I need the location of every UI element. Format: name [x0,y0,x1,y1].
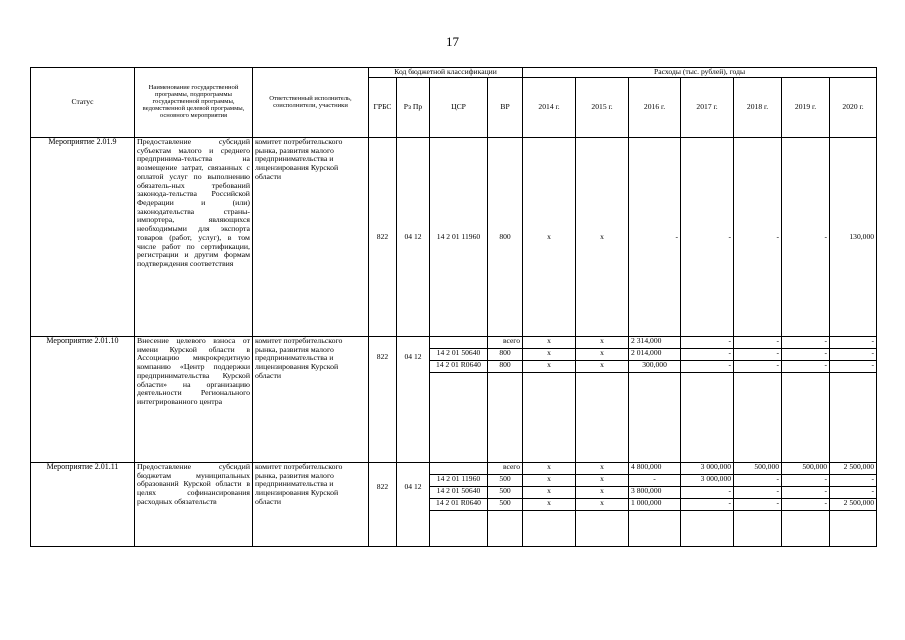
row-value: - [830,487,876,499]
vr-list [488,337,522,373]
table-row [31,337,877,463]
row-value: - [734,337,781,349]
row-value: - [681,138,734,337]
row-name: Предоставление субсидий бюджетам муниципальных образований Курской области в целях софинансирования расходных обязательств [135,463,253,547]
value-list [629,463,680,511]
row-vr: 800 [488,349,522,361]
csr-list [430,337,487,373]
row-value: - [681,349,733,361]
row-value: 2 500,000 [830,499,876,511]
value-list [576,463,628,511]
row-vr: всего [488,337,522,349]
value-list [830,337,876,373]
value-list [782,337,829,373]
row-value: 500,000 [782,463,829,475]
header-year: 2017 г. [681,78,734,138]
csr-list [430,463,487,511]
row-value: x [523,463,575,475]
value-list [681,337,733,373]
header-vr: ВР [488,78,523,138]
header-budget-code: Код бюджетной классификации [369,68,523,78]
row-value: 3 000,000 [681,475,733,487]
row-value: x [576,499,628,511]
row-value: x [576,475,628,487]
row-value: - [782,349,829,361]
row-vr: 500 [488,499,522,511]
header-responsible: Ответственный исполнитель, соисполнители, участники [253,68,369,138]
row-value: x [576,463,628,475]
row-value: - [830,475,876,487]
row-value: - [782,337,829,349]
row-value: - [830,349,876,361]
row-csr [430,337,487,349]
row-status: Мероприятие 2.01.11 [31,463,135,547]
row-responsible: комитет потребительского рынка, развития малого предпринимательства и лицензирования Курской области [253,138,369,337]
row-grbs: 822 [369,463,397,547]
value-list [681,463,733,511]
row-value: - [629,475,680,487]
row-value: - [782,138,830,337]
row-value: 130,000 [830,138,877,337]
row-value: 1 000,000 [629,499,680,511]
row-value: - [681,337,733,349]
row-value: - [734,361,781,373]
row-value: x [523,487,575,499]
row-grbs: 822 [369,337,397,463]
row-value: x [576,361,628,373]
row-value: x [523,138,576,337]
header-status: Статус [31,68,135,138]
row-csr: 14 2 01 50640 [430,487,487,499]
row-value: 2 014,000 [629,349,680,361]
row-vr: всего [488,463,522,475]
row-vr: 800 [488,361,522,373]
row-value: x [523,475,575,487]
row-value: 2 500,000 [830,463,876,475]
row-responsible: комитет потребительского рынка, развития малого предпринимательства и лицензирования Курской области [253,463,369,547]
row-value: 2 314,000 [629,337,680,349]
row-value: - [830,361,876,373]
row-value: x [523,499,575,511]
table-row [31,463,877,547]
row-csr: 14 2 01 50640 [430,349,487,361]
budget-table [30,67,877,547]
row-value: - [734,499,781,511]
header-expenses: Расходы (тыс. рублей), годы [523,68,877,78]
value-list [734,337,781,373]
header-year: 2019 г. [782,78,830,138]
value-list [523,337,575,373]
row-status: Мероприятие 2.01.9 [31,138,135,337]
row-value: - [782,487,829,499]
row-rzpr: 04 12 [397,337,430,463]
row-rzpr: 04 12 [397,138,430,337]
row-value: 3 800,000 [629,487,680,499]
row-rzpr: 04 12 [397,463,430,547]
row-value: - [782,475,829,487]
header-year: 2016 г. [629,78,681,138]
row-value: - [782,499,829,511]
row-grbs: 822 [369,138,397,337]
row-csr: 14 2 01 R0640 [430,361,487,373]
row-value: x [576,138,629,337]
row-name: Предоставление субсидий субъектам малого и среднего предпринима-тельства на возмещение затрат, связанных с оплатой услуг по выполнению обязатель-ных требований законода-тельства Российской Федерации и (или) законодательства страны-импортера, являющихся необходимыми для экспорта товаров (работ, услуг), в том числе работ по сертификации, регистрации и другим формам подтверждения соответствия [135,138,253,337]
header-rzpr: Рз Пр [397,78,430,138]
value-list [830,463,876,511]
row-status: Мероприятие 2.01.10 [31,337,135,463]
row-responsible: комитет потребительского рынка, развития малого предпринимательства и лицензирования Курской области [253,337,369,463]
value-list [576,337,628,373]
header-name: Наименование государственной программы, подпрограммы государственной программы, ведомственной целевой программы, основного мероприятия [135,68,253,138]
row-value: - [681,499,733,511]
row-value: 500,000 [734,463,781,475]
row-vr: 500 [488,475,522,487]
row-value: - [629,138,681,337]
value-list [629,337,680,373]
row-csr: 14 2 01 R0640 [430,499,487,511]
row-value: - [830,337,876,349]
header-year: 2018 г. [734,78,782,138]
row-value: 3 000,000 [681,463,733,475]
row-value: x [523,349,575,361]
row-value: - [734,475,781,487]
value-list [782,463,829,511]
row-vr: 500 [488,487,522,499]
value-list [734,463,781,511]
row-value: 4 800,000 [629,463,680,475]
row-value: x [576,487,628,499]
row-csr: 14 2 01 11960 [430,138,488,337]
page-number: 17 [446,34,459,49]
table-row [31,138,877,337]
header-year: 2020 г. [830,78,877,138]
row-value: - [734,349,781,361]
header-year: 2014 г. [523,78,576,138]
row-value: x [523,361,575,373]
row-value: - [734,487,781,499]
row-value: x [576,349,628,361]
header-csr: ЦСР [430,78,488,138]
row-value: x [576,337,628,349]
row-value: x [523,337,575,349]
row-name: Внесение целевого взноса от имени Курской области в Ассоциацию микрокредитную компанию «Центр поддержки предпринимательства Курской области» на организацию деятельности Регионального интегрированного центра [135,337,253,463]
row-value: - [681,361,733,373]
row-vr: 800 [488,138,523,337]
header-year: 2015 г. [576,78,629,138]
row-csr: 14 2 01 11960 [430,475,487,487]
vr-list [488,463,522,511]
row-value: - [782,361,829,373]
row-value: - [681,487,733,499]
row-value: - [734,138,782,337]
row-value: 300,000 [629,361,680,373]
value-list [523,463,575,511]
header-grbs: ГРБС [369,78,397,138]
row-csr [430,463,487,475]
